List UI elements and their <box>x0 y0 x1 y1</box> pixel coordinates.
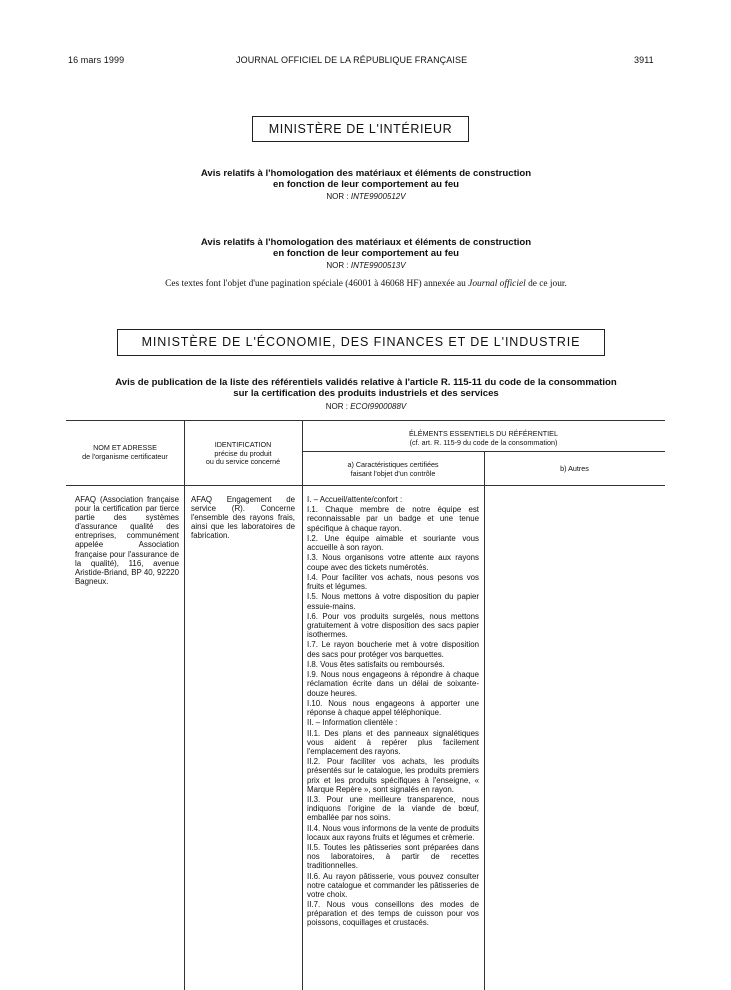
table-top-rule <box>66 420 665 421</box>
nor-2 <box>120 261 612 270</box>
col-header-caracteristiques-line1: a) Caractéristiques certifiées <box>347 460 439 469</box>
table-col-divider-3 <box>484 451 485 990</box>
characteristic-item: II. – Information clientèle : <box>307 718 398 728</box>
avis-title-3-line1: Avis de publication de la liste des référentiels validés relative à l'article R. 115-11 du code de la consommation <box>115 377 617 388</box>
pagination-note <box>60 279 672 289</box>
col-header-caracteristiques-line2: faisant l'objet d'un contrôle <box>350 468 436 478</box>
journal-title: JOURNAL OFFICIEL DE LA RÉPUBLIQUE FRANÇAISE <box>236 55 468 65</box>
avis-title-1-line2: en fonction de leur comportement au feu <box>272 179 460 190</box>
characteristic-item: I.9. Nous nous engageons à répondre à chaque réclamation écrite dans un délai de soixante-douze heures. <box>307 670 479 698</box>
col-header-organisme-line2: de l'organisme certificateur <box>82 451 168 461</box>
col-header-elements-line1: ÉLÉMENTS ESSENTIELS DU RÉFÉRENTIEL <box>409 429 558 438</box>
characteristic-item: II.1. Des plans et des panneaux signalétiques vous aident à repérer plus facilement l'emplacement des rayons. <box>307 728 479 756</box>
ministry-box-interior: MINISTÈRE DE L'INTÉRIEUR <box>252 116 469 142</box>
table-col-divider-2 <box>302 420 303 990</box>
ministry-box-economy: MINISTÈRE DE L'ÉCONOMIE, DES FINANCES ET DE L'INDUSTRIE <box>117 329 605 356</box>
characteristic-item: I.2. Une équipe aimable et souriante vous accueille à son rayon. <box>307 533 479 553</box>
characteristic-item: I.6. Pour vos produits surgelés, nous mettons gratuitement à votre disposition des sacs papier isothermes. <box>307 611 479 640</box>
pagination-note-text: Ces textes font l'objet d'une pagination spéciale (46001 à 46068 HF) annexée au <box>165 279 469 289</box>
characteristic-item: II.6. Au rayon pâtisserie, vous pouvez consulter notre catalogue et commander les pâtisseries de votre choix. <box>307 871 479 899</box>
avis-title-2-line2: en fonction de leur comportement au feu <box>272 248 460 259</box>
characteristic-item: I.5. Nous mettons à votre disposition du papier essuie-mains. <box>307 592 479 611</box>
characteristic-item: I.8. Vous êtes satisfaits ou remboursés. <box>307 659 445 669</box>
col-header-identification-line3: ou du service concerné <box>205 457 281 466</box>
characteristic-item: I. – Accueil/attente/confort : <box>307 495 403 504</box>
avis-title-3 <box>60 377 672 399</box>
cell-organisme: AFAQ (Association française pour la certification par tierce partie des systèmes d'assurance qualité des entreprises, communément appelée Association française pour l'assurance de la qualité), 116, avenue Aristide-Briand, BP 40, 92220 Bagneux. <box>75 495 179 586</box>
header-date: 16 mars 1999 <box>68 55 125 65</box>
avis-title-2 <box>120 237 612 259</box>
characteristic-item: I.4. Pour faciliter vos achats, nous pesons vos fruits et légumes. <box>307 572 479 592</box>
characteristic-item: II.4. Nous vous informons de la vente de produits locaux aux rayons fruits et légumes et crèmerie. <box>307 823 479 842</box>
pagination-note-end: de ce jour. <box>525 279 567 289</box>
nor-1-label: NOR : <box>326 192 349 201</box>
col-header-identification-line2: précise du produit <box>214 448 272 458</box>
cell-identification: AFAQ Engagement de service (R). Concerne l'ensemble des rayons frais, ainsi que les laboratoires de fabrication. <box>191 495 295 541</box>
avis-title-1-line1: Avis relatifs à l'homologation des matériaux et éléments de construction <box>200 168 532 179</box>
nor-3-label: NOR : <box>325 402 348 411</box>
nor-3 <box>60 402 672 411</box>
characteristic-item: I.7. Le rayon boucherie met à votre disposition des sacs pour protéger vos barquettes. <box>307 640 479 659</box>
characteristic-item: II.7. Nous vous conseillons des modes de préparation et des temps de cuisson pour vos poissons, coquillages et crustacés. <box>307 900 479 928</box>
characteristic-item: I.3. Nous organisons votre attente aux rayons coupe avec des tickets numérotés. <box>307 553 479 572</box>
col-header-caracteristiques <box>302 461 484 478</box>
nor-1 <box>120 192 612 201</box>
col-header-elements-line2: (cf. art. R. 115-9 du code de la consommation) <box>409 437 558 447</box>
nor-2-label: NOR : <box>326 261 349 270</box>
nor-1-code: INTE9900512V <box>350 192 406 201</box>
characteristic-item: II.5. Toutes les pâtisseries sont préparées dans nos laboratoires, à partir de recettes traditionnelles. <box>307 843 479 871</box>
col-header-elements <box>302 430 665 447</box>
nor-3-code: ECOI9900088V <box>350 402 407 411</box>
table-col-divider-1 <box>184 420 185 990</box>
avis-title-1 <box>120 168 612 190</box>
avis-title-2-line1: Avis relatifs à l'homologation des matériaux et éléments de construction <box>200 237 532 248</box>
col-header-identification-line1: IDENTIFICATION <box>214 440 272 449</box>
avis-title-3-line2: sur la certification des produits industriels et des services <box>233 388 499 399</box>
pagination-note-journal: Journal officiel <box>468 279 526 289</box>
page-number: 3911 <box>634 55 654 65</box>
characteristic-item: II.2. Pour faciliter vos achats, les produits présentés sur le catalogue, les produits premiers prix et les produits spécifiques à l'enseigne, « Marque Repère », sont signalés en rayon. <box>307 757 479 794</box>
items-list <box>307 495 479 987</box>
characteristic-item: I.10. Nous nous engageons à apporter une réponse à chaque appel téléphonique. <box>307 698 479 718</box>
table-header-bottom-rule <box>66 485 665 486</box>
characteristic-item: I.1. Chaque membre de notre équipe est reconnaissable par un badge et une tenue spécifique à chaque rayon. <box>307 505 479 533</box>
col-header-organisme-line1: NOM ET ADRESSE <box>93 443 157 452</box>
col-header-identification <box>184 441 302 467</box>
nor-2-code: INTE9900513V <box>350 261 406 270</box>
col-header-autres: b) Autres <box>560 464 589 473</box>
characteristic-item: II.3. Pour une meilleure transparence, nous indiquons l'origine de la viande de bœuf, emballée par nos soins. <box>307 795 479 823</box>
col-header-organisme <box>66 444 184 461</box>
